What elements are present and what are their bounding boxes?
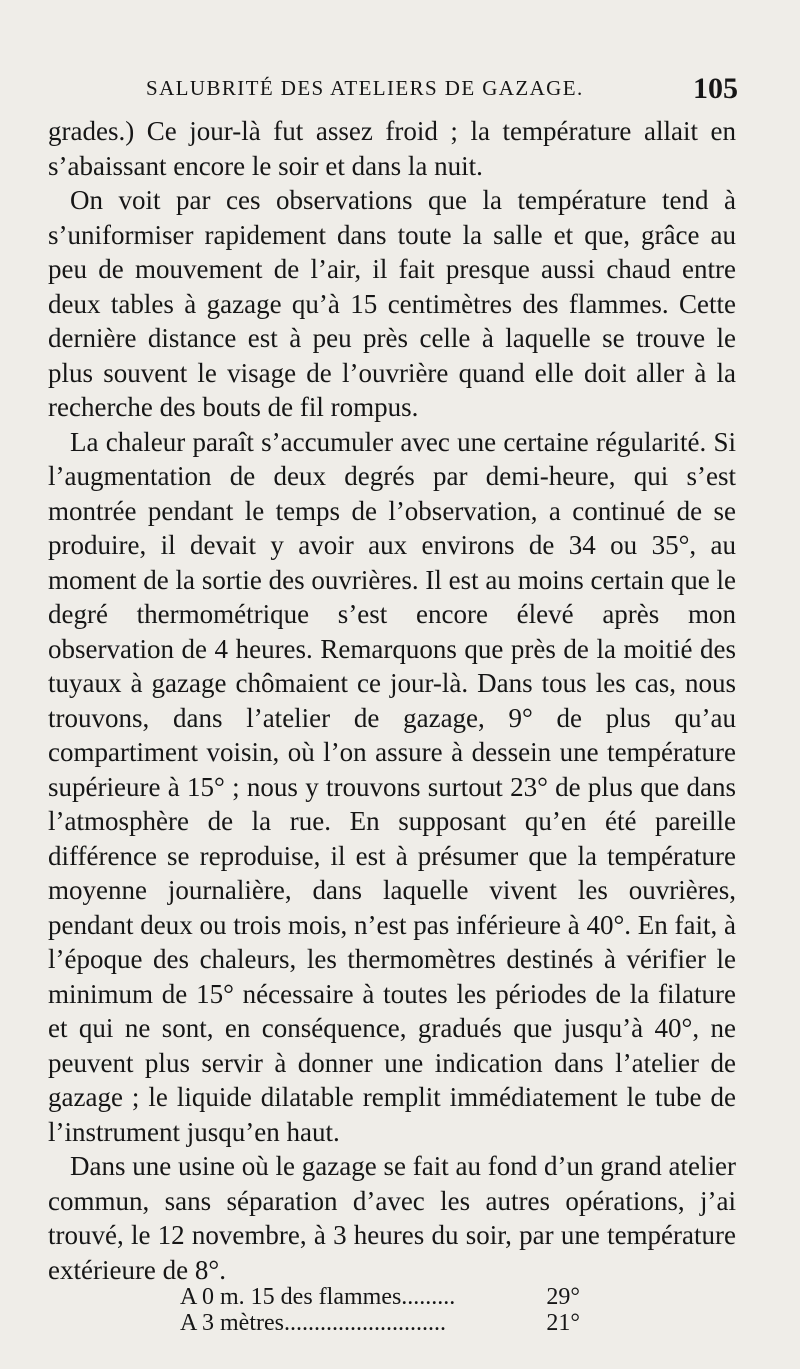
body-text: [48, 114, 736, 1287]
measurement-value: 21°: [546, 1310, 580, 1336]
measurement-row: [180, 1310, 580, 1336]
page-number: 105: [693, 72, 738, 105]
running-title: SALUBRITÉ DES ATELIERS DE GAZAGE.: [146, 76, 584, 100]
measurement-label: A 0 m. 15 des flammes.........: [180, 1284, 456, 1310]
running-header: [48, 72, 738, 106]
paragraph-continuation: grades.) Ce jour-là fut assez froid ; la température allait en s’abaissant encore le soir et dans la nuit.: [48, 116, 736, 181]
paragraph-observations: On voit par ces observations que la température tend à s’uniformiser rapidement dans toute la salle et que, grâce au peu de mouvement de l’air, il fait presque aussi chaud entre deux tables à gazage qu’à 15 centimètres des flammes. Cette dernière distance est à peu près celle à laquelle se trouve le plus souvent le visage de l’ouvrière quand elle doit aller à la recherche des bouts de fil rompus.: [48, 185, 736, 422]
measurement-label: A 3 mètres...........................: [180, 1310, 446, 1336]
measurement-value: 29°: [546, 1284, 580, 1310]
measurement-row: [180, 1284, 580, 1310]
paragraph-other-factory: Dans une usine où le gazage se fait au fond d’un grand atelier commun, sans séparation d’avec les autres opérations, j’ai trouvé, le 12 novembre, à 3 heures du soir, par une température extérieure de 8°.: [48, 1151, 736, 1285]
temperature-measurements: [180, 1284, 580, 1336]
paragraph-heat-accumulation: La chaleur paraît s’accumuler avec une certaine régularité. Si l’augmentation de deux degrés par demi-heure, qui s’est montrée pendant le temps de l’observation, a continué de se produire, il devait y avoir aux environs de 34 ou 35°, au moment de la sortie des ouvrières. Il est au moins certain que le degré thermométrique s’est encore élevé après mon observation de 4 heures. Remarquons que près de la moitié des tuyaux à gazage chômaient ce jour-là. Dans tous les cas, nous trouvons, dans l’atelier de gazage, 9° de plus qu’au compartiment voisin, où l’on assure à dessein une température supérieure à 15° ; nous y trouvons surtout 23° de plus que dans l’atmosphère de la rue. En supposant qu’en été pareille différence se reproduise, il est à présumer que la température moyenne journalière, dans laquelle vivent les ouvrières, pendant deux ou trois mois, n’est pas inférieure à 40°. En fait, à l’époque des chaleurs, les thermomètres destinés à vérifier le minimum de 15° nécessaire à toutes les périodes de la filature et qui ne sont, en conséquence, gradués que jusqu’à 40°, ne peuvent plus servir à donner une indication dans l’atelier de gazage ; le liquide dilatable remplit immédiatement le tube de l’instrument jusqu’en haut.: [48, 426, 736, 1147]
